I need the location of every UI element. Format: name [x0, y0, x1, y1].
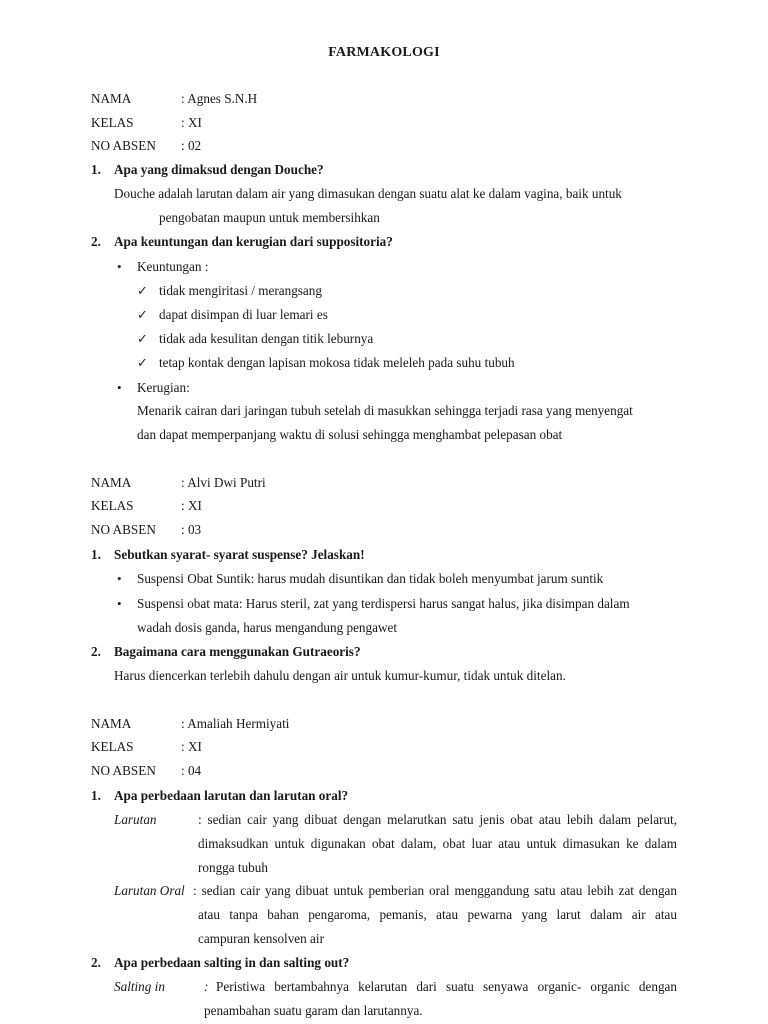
label-kelas: KELAS [91, 115, 134, 130]
bullet-icon: • [117, 380, 122, 395]
list-heading: Kerugian: [137, 380, 190, 395]
list-heading: Keuntungan : [137, 259, 209, 274]
question-number: 2. [91, 234, 101, 249]
question-text: Sebutkan syarat- syarat suspense? Jelaskan! [114, 547, 365, 562]
answer-text: Douche adalah larutan dalam air yang dimasukan dengan suatu alat ke dalam vagina, baik untuk [114, 186, 622, 201]
student-absen: : 04 [181, 763, 202, 778]
check-icon: ✓ [137, 331, 148, 346]
bullet-icon: • [117, 571, 122, 586]
list-item-text: Menarik cairan dari jaringan tubuh setelah di masukkan sehingga terjadi rasa yang menyengat [137, 403, 633, 418]
bullet-icon: • [117, 596, 122, 611]
question-text: Apa perbedaan salting in dan salting out? [114, 955, 350, 970]
document-title: FARMAKOLOGI [328, 45, 440, 60]
definition-text: atau tanpa bahan pengaroma, pemanis, atau pewarna yang larut dalam air atau [198, 907, 677, 922]
list-item-text: wadah dosis ganda, harus mengandung pengawet [137, 620, 398, 635]
definition-text: : sedian cair yang dibuat untuk pemberian oral menggandung satu atau lebih zat dengan [193, 883, 677, 898]
label-absen: NO ABSEN [91, 522, 156, 537]
term-label: Larutan Oral [114, 883, 185, 898]
definition-text: dimaksudkan untuk digunakan obat dalam, obat luar atau untuk dimasukan ke dalam [198, 836, 677, 851]
question-text: Apa yang dimaksud dengan Douche? [114, 162, 324, 177]
question-number: 1. [91, 162, 101, 177]
list-item: tidak ada kesulitan dengan titik leburnya [159, 331, 374, 346]
label-absen: NO ABSEN [91, 138, 156, 153]
label-kelas: KELAS [91, 739, 134, 754]
list-item-text: Suspensi Obat Suntik: harus mudah disuntikan dan tidak boleh menyumbat jarum suntik [137, 571, 604, 586]
list-item-text: Suspensi obat mata: Harus steril, zat yang terdispersi harus sangat halus, jika disimpan dalam [137, 596, 630, 611]
list-item: tidak mengiritasi / merangsang [159, 283, 322, 298]
bullet-icon: • [117, 259, 122, 274]
student-absen: : 03 [181, 522, 202, 537]
list-item: dapat disimpan di luar lemari es [159, 307, 328, 322]
question-number: 2. [91, 955, 101, 970]
list-item-text: dan dapat memperpanjang waktu di solusi sehingga menghambat pelepasan obat [137, 427, 563, 442]
student-class: : XI [181, 498, 202, 513]
definition-text: campuran kensolven air [198, 931, 324, 946]
check-icon: ✓ [137, 355, 148, 370]
question-text: Apa keuntungan dan kerugian dari suppositoria? [114, 234, 393, 249]
term-label: Larutan [114, 812, 157, 827]
student-name: : Agnes S.N.H [181, 91, 258, 106]
question-number: 1. [91, 788, 101, 803]
definition-text: Peristiwa bertambahnya kelarutan dari suatu senyawa organic- organic dengan [216, 979, 677, 994]
definition-text: penambahan suatu garam dan larutannya. [204, 1003, 423, 1018]
answer-text: pengobatan maupun untuk membersihkan [159, 210, 380, 225]
term-label: Salting in [114, 979, 165, 994]
label-nama: NAMA [91, 91, 132, 106]
label-nama: NAMA [91, 475, 132, 490]
question-number: 2. [91, 644, 101, 659]
student-class: : XI [181, 115, 202, 130]
label-nama: NAMA [91, 716, 132, 731]
student-name: : Alvi Dwi Putri [181, 475, 266, 490]
term-colon: : [204, 979, 209, 994]
definition-text: rongga tubuh [198, 860, 268, 875]
question-text: Apa perbedaan larutan dan larutan oral? [114, 788, 349, 803]
check-icon: ✓ [137, 307, 148, 322]
student-name: : Amaliah Hermiyati [181, 716, 290, 731]
answer-text: Harus diencerkan terlebih dahulu dengan air untuk kumur-kumur, tidak untuk ditelan. [114, 668, 566, 683]
label-kelas: KELAS [91, 498, 134, 513]
list-item: tetap kontak dengan lapisan mokosa tidak meleleh pada suhu tubuh [159, 355, 515, 370]
check-icon: ✓ [137, 283, 148, 298]
question-text: Bagaimana cara menggunakan Gutraeoris? [114, 644, 361, 659]
label-absen: NO ABSEN [91, 763, 156, 778]
question-number: 1. [91, 547, 101, 562]
student-class: : XI [181, 739, 202, 754]
student-absen: : 02 [181, 138, 202, 153]
definition-text: : sedian cair yang dibuat dengan melarutkan satu jenis obat atau lebih dalam pelarut, [198, 812, 677, 827]
